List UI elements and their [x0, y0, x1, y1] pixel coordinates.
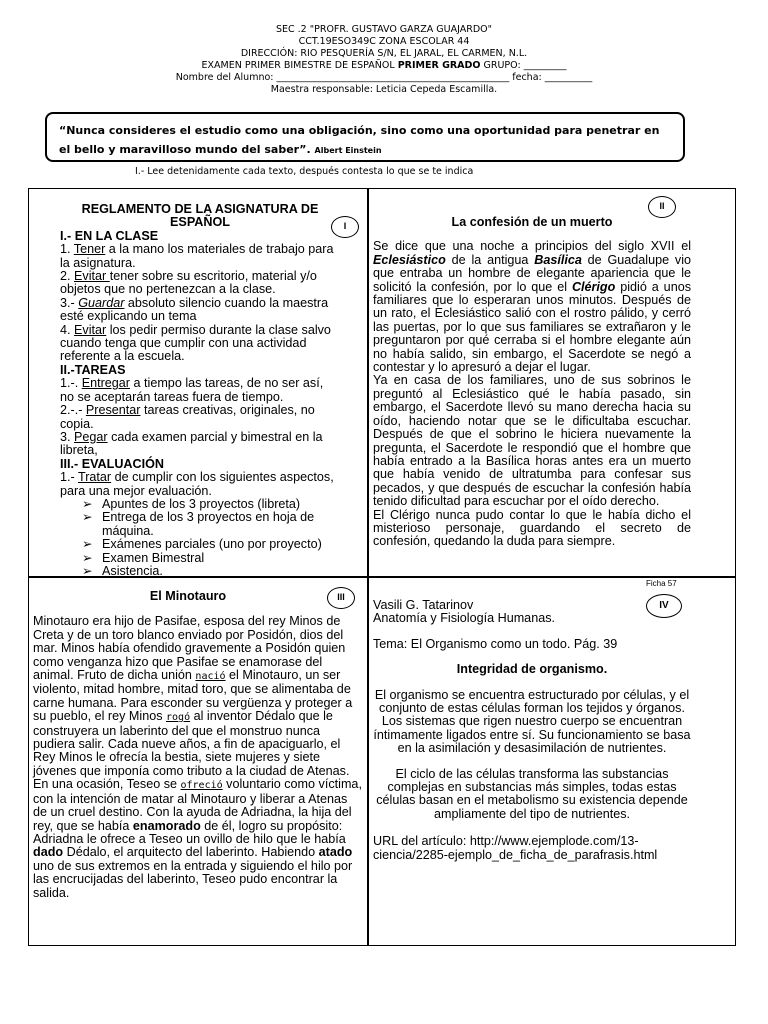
confesion-p3: El Clérigo nunca pudo contar lo que le había dicho el misterioso personaje, guardando el secreto de confesión, quedando la duda para siempre.	[373, 507, 691, 549]
header-line-3: DIRECCIÓN: RIO PESQUERÍA S/N, EL JARAL, EL CARMEN, N.L.	[240, 48, 528, 59]
ficha-url: URL del artículo: http://www.ejemplode.com/13-ciencia/2285-ejemplo_de_ficha_de_parafrasis.html	[373, 834, 658, 862]
ficha-p1: El organismo se encuentra estructurado por células, y el conjunto de estas células forman los tejidos y órganos. Los sistemas que rigen nuestro cuerpo se encuentran íntimamente ligados entre sí. Su funcionamiento se basa en la asimilación y desasimilación de nutrientes.	[373, 687, 691, 756]
header-line-4: EXAMEN PRIMER BIMESTRE DE ESPAÑOL PRIMER GRADO GRUPO: _________	[201, 60, 567, 71]
header-line-5: Nombre del Alumno: _________________________________________________ fecha: __________	[175, 72, 593, 83]
instruction: I.- Lee detenidamente cada texto, después contesta lo que se te indica	[135, 166, 474, 177]
school-header	[0, 24, 768, 96]
rule-2: 2. Evitar tener sobre su escritorio, material y/o objetos que no pertenezcan a la clase.	[60, 269, 317, 297]
eval-list	[60, 498, 340, 578]
confesion-p1: Se dice que una noche a principios del siglo XVII el Eclesiástico de la antigua Basílica de Guadalupe vio que entraba un hombre de elegante apariencia que le solicitó la confesión, por lo que el Clérigo pidió a unos familiares que lo esperaran unos minutos. Después de un rato, el Eclesiástico salió con el rostro pálido, y cerró las puertas, por lo que sus familiares se extrañaron y le preguntaron por qué cerraba si el hombre elegante aún no había salido, sin embargo, el Sacerdote se negó a contestar y lo apresuró a dejar el lugar.	[373, 239, 692, 375]
badge-i: I	[331, 216, 359, 238]
section-clase: I.- EN LA CLASE	[60, 228, 159, 243]
ficha-author: Vasili G. Tatarinov	[373, 598, 474, 612]
minotauro-cell	[33, 590, 363, 900]
rule-4: 4. Evitar los pedir permiso durante la clase salvo cuando tenga que cumplir con una actividad referente a la escuela.	[60, 322, 331, 364]
rule-3: 3.- Guardar absoluto silencio cuando la maestra esté explicando un tema	[60, 295, 329, 324]
task-3: 3. Pegar cada examen parcial y bimestral en la libreta,	[60, 429, 323, 458]
badge-iv: IV	[646, 594, 682, 618]
eval-1: 1.- Tratar de cumplir con los siguientes aspectos, para una mejor evaluación.	[60, 470, 334, 498]
list-item: ➢ Entrega de los 3 proyectos en hoja de máquina.	[82, 511, 340, 538]
section-tareas: II.-TAREAS	[60, 362, 126, 377]
ficha-book: Anatomía y Fisiología Humanas.	[373, 611, 555, 626]
header-line-6: Maestra responsable: Leticia Cepeda Escamilla.	[270, 84, 498, 95]
ficha-tema: Tema: El Organismo como un todo. Pág. 39	[373, 636, 618, 651]
list-item: ➢ Apuntes de los 3 proyectos (libreta)	[82, 498, 340, 511]
quote-box	[45, 112, 685, 162]
confesion-title: La confesión de un muerto	[451, 215, 613, 229]
task-1: 1.-. Entregar a tiempo las tareas, de no ser así, no se aceptarán tareas fuera de tiempo.	[60, 376, 324, 404]
list-item: ➢ Asistencia.	[82, 565, 340, 578]
list-item: ➢ Examen Bimestral	[82, 552, 340, 565]
grid-divider-vertical	[367, 188, 369, 946]
ficha-subtitle: Integridad de organismo.	[456, 662, 608, 677]
reglamento-cell	[60, 203, 340, 578]
reglamento-title: REGLAMENTO DE LA ASIGNATURA DE ESPAÑOL	[81, 202, 319, 230]
list-item: ➢ Exámenes parciales (uno por proyecto)	[82, 538, 340, 551]
task-2: 2.-.- Presentar tareas creativas, originales, no copia.	[60, 403, 315, 431]
ficha-cell	[373, 599, 691, 862]
confesion-p2: Ya en casa de los familiares, uno de sus sobrinos le preguntó al Eclesiástico qué le había pasado, sin embargo, el Sacerdote llevó su mano derecha hacia su oído, haciendo notar que se le dificultaba escuchar. Después de que el sobrino le hiciera nuevamente la pregunta, el Sacerdote le respondió que el hombre que había entrado a la Basílica horas antes era un muerto que había venido de ultratumba para confesar sus pecados, y que después de escuchar la confesión había tenido dificultad para escuchar por el oído derecho.	[373, 373, 691, 509]
minotauro-title: El Minotauro	[149, 589, 227, 603]
header-line-2: CCT.19ESO349C ZONA ESCOLAR 44	[298, 36, 470, 47]
quote-text: “Nunca consideres el estudio como una obligación, sino como una oportunidad para penetrar en el bello y maravilloso mundo del saber”.	[59, 124, 660, 156]
confesion-cell	[373, 216, 691, 549]
badge-iii: III	[327, 587, 355, 609]
ficha-p2: El ciclo de las células transforma las substancias complejas en substancias más simples, todas estas células basan en el metabolismo su existencia depende ampliamente del tipo de nutrientes.	[376, 766, 688, 821]
minotauro-p1: Minotauro era hijo de Pasifae, esposa del rey Minos de Creta y de un toro blanco enviado por Posidón, dios del mar. Minos había ofendido gravemente a Posidón quien como venganza hizo que Pasifae se enamorase del animal. Fruto de dicha unión nació el Minotauro, un ser violento, mitad hombre, mitad toro, que se alimentaba de carne humana. Para esconder su vergüenza y proteger a su pueblo, el rey Minos rogó al inventor Dédalo que le construyera un laberinto del que el monstruo nunca pudiera salir. Cada nueve años, a fin de apaciguarlo, el Rey Minos le ofrecía la bestia, siete mujeres y siete jóvenes que imponía como tributo a la ciudad de Atenas.	[33, 614, 353, 778]
section-evaluacion: III.- EVALUACIÓN	[60, 456, 165, 471]
header-line-1: SEC .2 "PROFR. GUSTAVO GARZA GUAJARDO"	[275, 24, 493, 35]
badge-ii: II	[648, 196, 676, 218]
rule-1: 1. Tener a la mano los materiales de trabajo para la asignatura.	[60, 242, 334, 270]
minotauro-p2: En una ocasión, Teseo se ofreció voluntario como víctima, con la intención de matar al Minotauro y liberar a Atenas de un cruel destino. Con la ayuda de Adriadna, la hija del rey, que se había enamorado de él, logro su propósito: Adriadna le ofrece a Teseo un ovillo de hilo que le había dado Dédalo, el arquitecto del laberinto. Habiendo atado uno de sus extremos en la entrada y siguiendo el hilo por las encrucijadas del laberinto, Teseo pudo encontrar la salida.	[33, 777, 362, 900]
ficha-number: Ficha 57	[646, 579, 677, 588]
quote-author: Albert Einstein	[314, 146, 382, 155]
